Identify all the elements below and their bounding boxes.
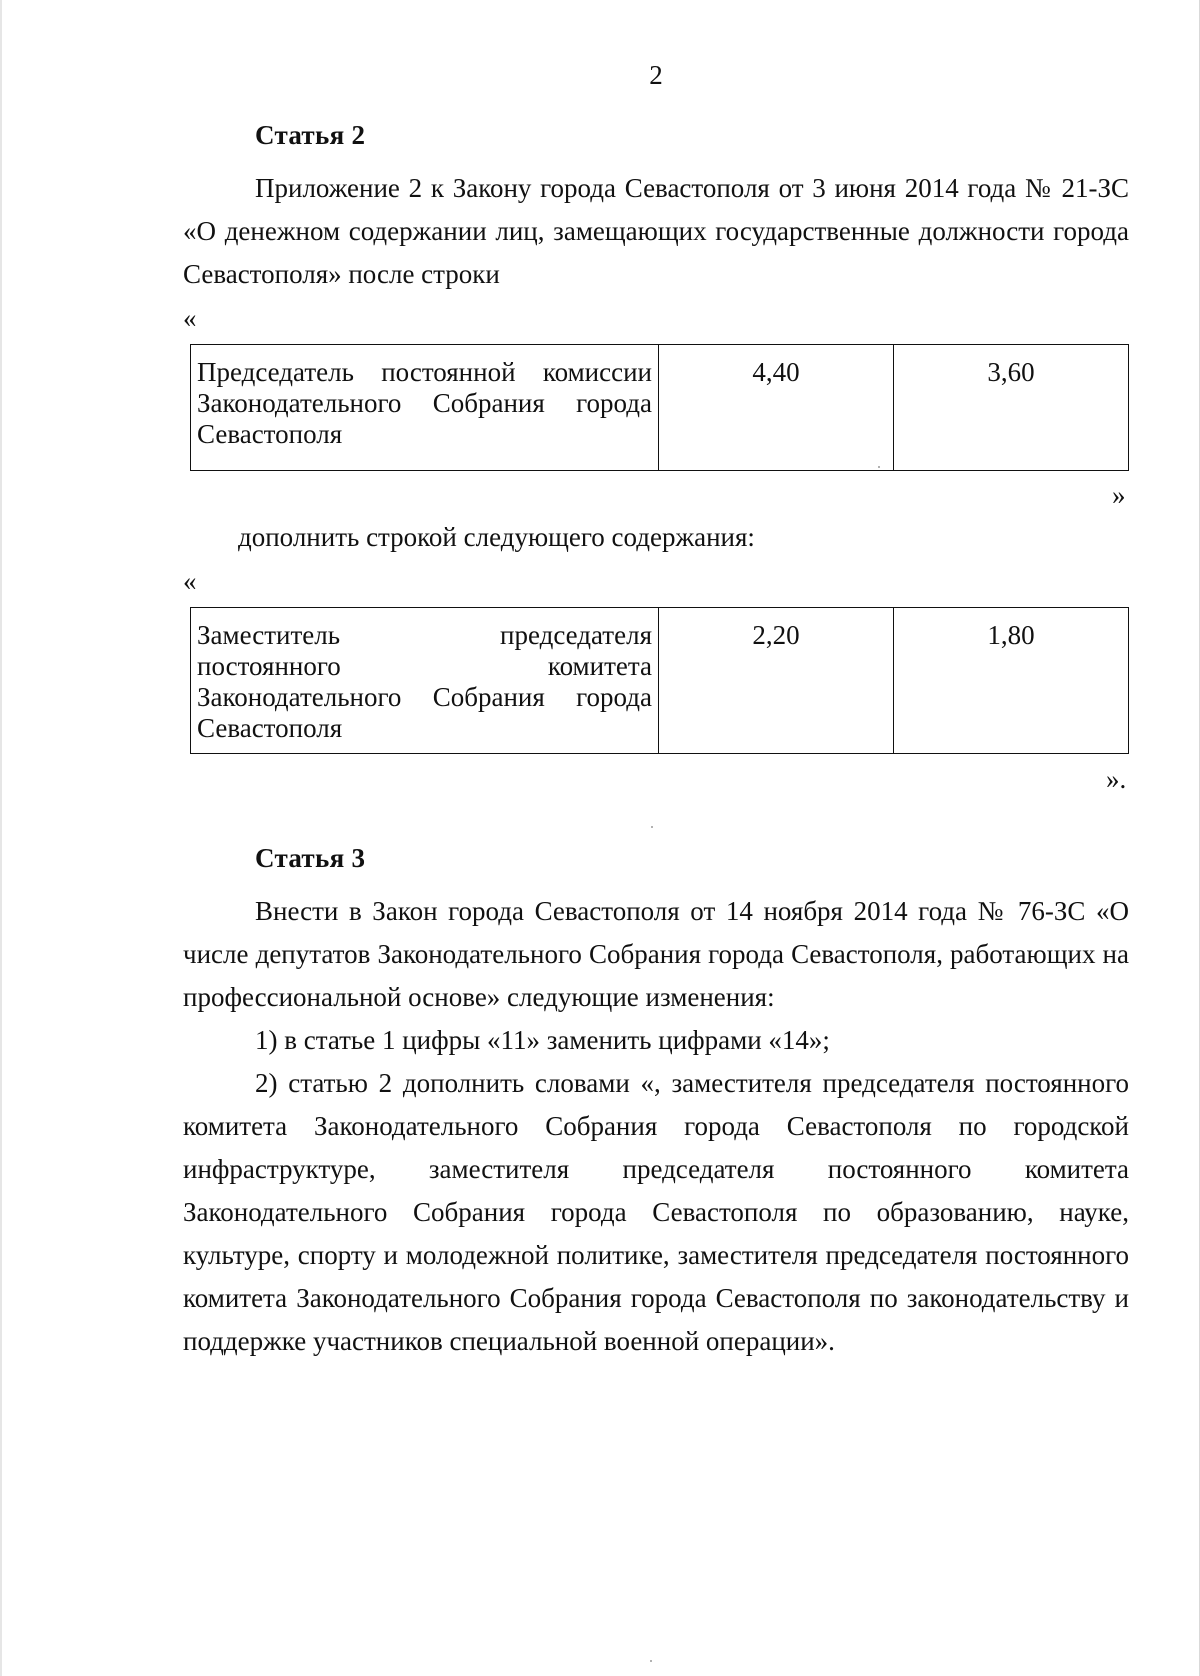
supplement-text: дополнить строкой следующего содержания: <box>238 522 755 552</box>
new-coefficient-2-cell: 1,80 <box>894 608 1129 754</box>
scan-speck <box>878 466 880 468</box>
name-line-4: Севастополя <box>197 713 343 743</box>
existing-row-table <box>190 344 1129 471</box>
name-line-1: Заместитель председателя <box>197 620 652 650</box>
position-name-cell: Председатель постоянной комиссии Законодательного Собрания города Севастополя <box>191 345 659 471</box>
scan-speck <box>650 1660 652 1662</box>
new-row-table <box>190 607 1129 754</box>
name-line-3: Законодательного Собрания города <box>197 682 652 712</box>
open-quote-2: « <box>183 566 197 596</box>
scan-speck <box>651 826 653 828</box>
article-3-item-1: 1) в статье 1 цифры «11» заменить цифрами «14»; <box>255 1025 830 1055</box>
article-3-item-2: 2) статью 2 дополнить словами «, заместителя председателя постоянного комитета Законодательного Собрания города Севастополя по городской инфраструктуре, заместителя председателя постоянного комитета Законодательного Собрания города Севастополя по образованию, науке, культуре, спорту и молодежной политике, заместителя председателя постоянного комитета Законодательного Собрания города Севастополя по законодательству и поддержке участников специальной военной операции». <box>183 1068 1129 1356</box>
article-2-intro: Приложение 2 к Закону города Севастополя от 3 июня 2014 года № 21-ЗС «О денежном содержании лиц, замещающих государственные должности города Севастополя» после строки <box>183 173 1129 289</box>
coefficient-2-cell: 3,60 <box>894 345 1129 471</box>
article-3-heading: Статья 3 <box>255 843 366 873</box>
article-2-heading: Статья 2 <box>255 120 366 150</box>
article-3-intro: Внести в Закон города Севастополя от 14 ноября 2014 года № 76-ЗС «О числе депутатов Законодательного Собрания города Севастополя, работающих на профессиональной основе» следующие изменения: <box>183 896 1129 1012</box>
new-position-name-cell <box>191 608 659 754</box>
open-quote: « <box>183 303 197 333</box>
close-quote: » <box>1112 480 1126 510</box>
close-quote-2: ». <box>1106 764 1127 794</box>
page-edge <box>0 0 2 1676</box>
table-row <box>191 608 1129 754</box>
page-number: 2 <box>649 60 663 90</box>
name-line-2: постоянного комитета <box>197 651 652 681</box>
table-row <box>191 345 1129 471</box>
coefficient-1-cell: 4,40 <box>659 345 894 471</box>
new-coefficient-1-cell: 2,20 <box>659 608 894 754</box>
